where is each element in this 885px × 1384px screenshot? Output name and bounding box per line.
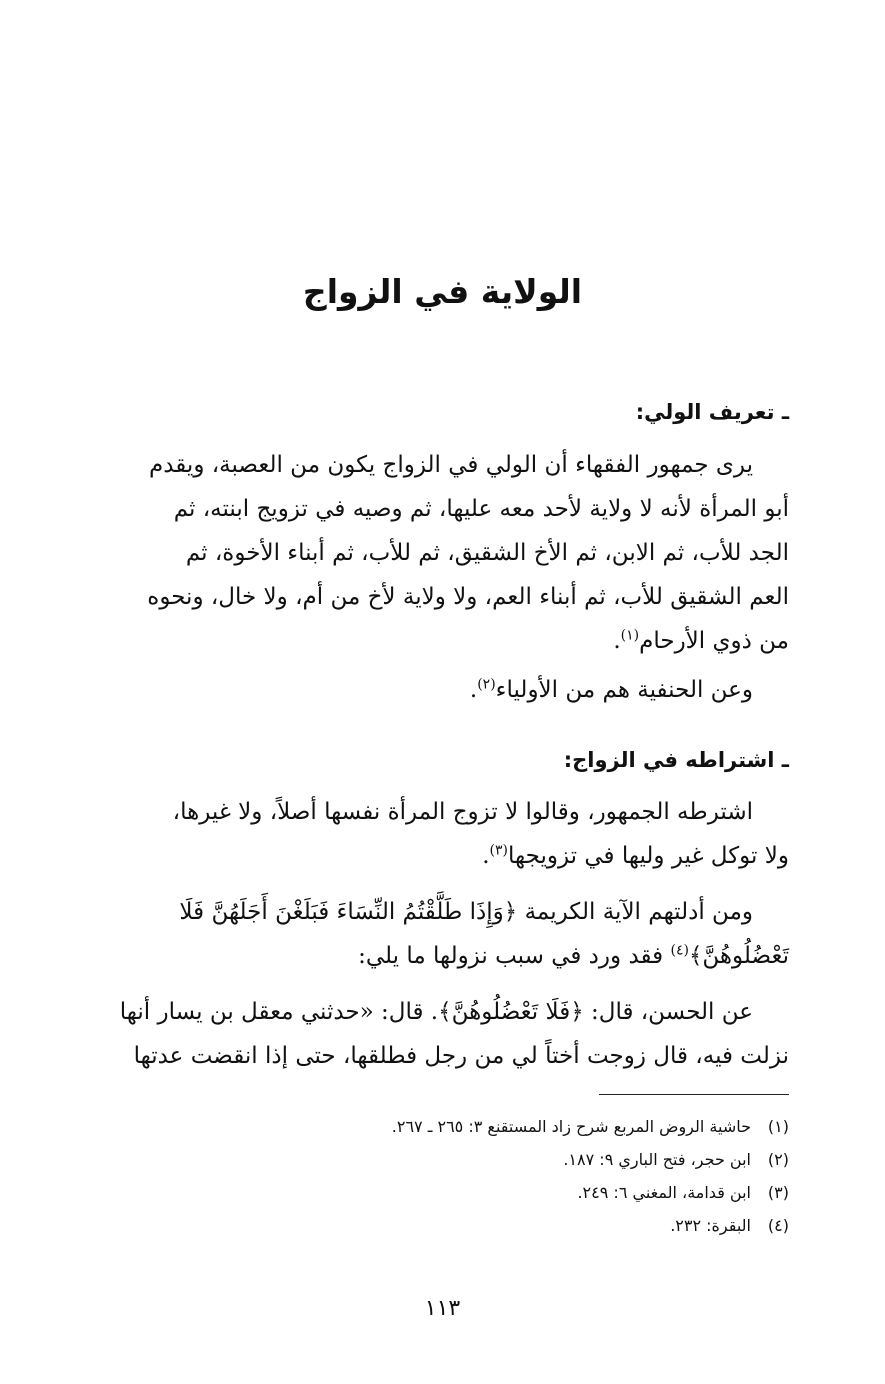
paragraph-wali-definition <box>94 443 789 663</box>
line-end: . <box>469 677 478 703</box>
paragraph-condition <box>94 790 789 878</box>
line-end: . <box>613 628 621 654</box>
footnote-text: البقرة: ٢٣٢. <box>670 1216 751 1235</box>
paragraph-hadith <box>94 990 789 1078</box>
text-line <box>94 834 789 878</box>
footnote-number: (٣) <box>767 1183 789 1202</box>
line-text: فقد ورد في سبب نزولها ما يلي: <box>358 943 671 969</box>
footnote-number: (٤) <box>767 1216 789 1235</box>
footnote-item <box>94 1110 789 1143</box>
footnote-number: (٢) <box>767 1150 789 1169</box>
footnote-divider <box>599 1094 789 1095</box>
text-line: اشترطه الجمهور، وقالوا لا تزوج المرأة نفسها أصلاً، ولا غيرها، <box>172 799 753 825</box>
section-heading-wali-definition: ـ تعريف الولي: <box>635 400 789 424</box>
footnotes-list <box>94 1110 789 1242</box>
footnote-text: ابن قدامة، المغني ٦: ٢٤٩. <box>577 1183 751 1202</box>
verse-text: تَعْضُلُوهُنَّ﴾ <box>688 943 789 969</box>
text-line <box>94 668 789 712</box>
text-line: عن الحسن، قال: ﴿فَلَا تَعْضُلُوهُنَّ﴾. قال: «حدثني معقل بن يسار أنها <box>119 999 753 1025</box>
footnote-ref: (٣) <box>489 842 509 859</box>
footnote-text: ابن حجر، فتح الباري ٩: ١٨٧. <box>563 1150 751 1169</box>
footnote-ref: (٤) <box>670 942 689 959</box>
section-heading-marriage-condition: ـ اشتراطه في الزواج: <box>563 748 789 772</box>
text-line <box>94 619 789 663</box>
footnote-item <box>94 1176 789 1209</box>
footnote-text: حاشية الروض المربع شرح زاد المستقنع ٣: ٢٦٥ ـ ٢٦٧. <box>391 1117 751 1136</box>
line-text: ولا توكل غير وليها في تزويجها <box>508 843 789 869</box>
text-line: الجد للأب، ثم الابن، ثم الأخ الشقيق، ثم للأب، ثم أبناء الأخوة، ثم <box>185 540 789 566</box>
paragraph-quran-evidence <box>94 890 789 978</box>
paragraph-hanafi <box>94 668 789 712</box>
line-text: وعن الحنفية هم من الأولياء <box>495 677 753 703</box>
text-line: العم الشقيق للأب، ثم أبناء العم، ولا ولاية لأخ من أم، ولا خال، ونحوه <box>147 584 789 610</box>
line-end: . <box>482 843 490 869</box>
text-line: ومن أدلتهم الآية الكريمة ﴿وَإِذَا طَلَّقْتُمُ النِّسَاءَ فَبَلَغْنَ أَجَلَهُنَّ فَلَا <box>179 899 753 925</box>
page-title: الولاية في الزواج <box>302 272 583 311</box>
footnote-item <box>94 1143 789 1176</box>
page-number: ١١٣ <box>424 1296 461 1321</box>
text-line: يرى جمهور الفقهاء أن الولي في الزواج يكون من العصبة، ويقدم <box>148 452 753 478</box>
text-line: نزلت فيه، قال زوجت أختاً لي من رجل فطلقها، حتى إذا انقضت عدتها <box>133 1043 789 1069</box>
text-line <box>94 934 789 978</box>
footnote-item <box>94 1209 789 1242</box>
footnote-ref: (١) <box>620 627 640 644</box>
text-line: أبو المرأة لأنه لا ولاية لأحد معه عليها، ثم وصيه في تزويج ابنته، ثم <box>173 496 789 522</box>
line-text: من ذوي الأرحام <box>639 628 789 654</box>
footnote-number: (١) <box>767 1117 789 1136</box>
footnote-ref: (٢) <box>477 676 496 693</box>
